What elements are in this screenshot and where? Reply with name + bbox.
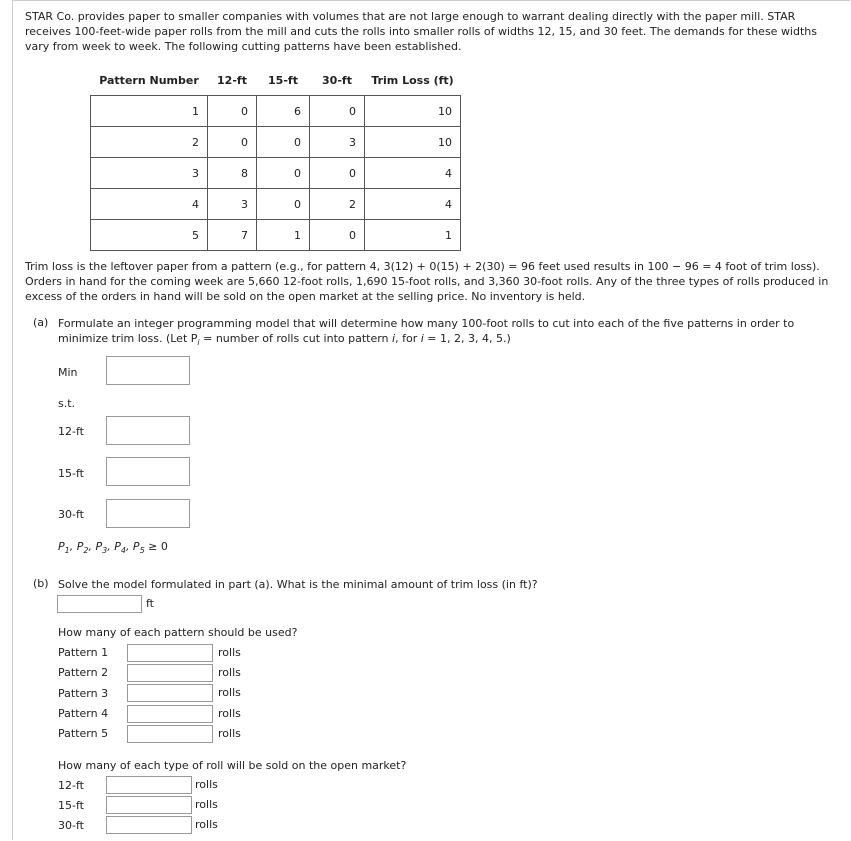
cell-pattern: 2 <box>91 127 208 158</box>
constraint-30ft-input[interactable] <box>106 499 190 528</box>
objective-input[interactable] <box>106 356 190 385</box>
cell-30ft: 0 <box>310 96 365 127</box>
pattern-4-label: Pattern 4 <box>58 707 109 720</box>
constraint-15ft-input[interactable] <box>106 457 190 486</box>
col-header-12ft: 12-ft <box>208 65 257 96</box>
part-b-question: Solve the model formulated in part (a). What is the minimal amount of trim loss (in ft)? <box>58 578 538 591</box>
rolls-unit: rolls <box>218 727 241 740</box>
rolls-unit: rolls <box>218 666 241 679</box>
cell-30ft: 0 <box>310 220 365 251</box>
part-b-marker: (b) <box>33 577 49 590</box>
market-12ft-label: 12-ft <box>58 779 84 792</box>
table-row <box>91 158 461 189</box>
rolls-unit: rolls <box>218 707 241 720</box>
trim-loss-paragraph: Trim loss is the leftover paper from a pattern (e.g., for pattern 4, 3(12) + 0(15) + 2(30) = 96 feet used results in 100 − 96 = 4 foot of trim loss). Orders in hand for the coming week are 5,660 12-foot rolls, 1,690 15-foot rolls, and 3,360 30-foot rolls. Any of the three types of rolls produced in excess of the orders in hand will be sold on the open market at the selling price. No inventory is held. <box>25 260 829 303</box>
nonnegativity-constraint: $P_1$, $P_2$, $P_3$, $P_4$, $P_5 \ge 0$ <box>58 540 168 555</box>
cell-pattern: 5 <box>91 220 208 251</box>
cell-30ft: 3 <box>310 127 365 158</box>
market-15ft-input[interactable] <box>106 796 192 814</box>
rolls-unit: rolls <box>218 646 241 659</box>
part-a-question-line2: minimize trim loss. (Let $P_i$ = number of rolls cut into pattern i, for i = 1, 2, 3, 4, 5.) <box>58 332 511 347</box>
cell-15ft: 1 <box>257 220 310 251</box>
pattern-1-input[interactable] <box>127 644 213 662</box>
cell-15ft: 0 <box>257 189 310 220</box>
cell-15ft: 6 <box>257 96 310 127</box>
pattern-2-input[interactable] <box>127 664 213 682</box>
pattern-1-label: Pattern 1 <box>58 646 109 659</box>
col-header-trim-loss: Trim Loss (ft) <box>365 65 461 96</box>
table-row <box>91 127 461 158</box>
cell-pattern: 3 <box>91 158 208 189</box>
constraint-30ft-label: 30-ft <box>58 508 84 521</box>
st-label: s.t. <box>58 397 76 410</box>
pattern-5-input[interactable] <box>127 725 213 743</box>
table-header-row <box>91 65 461 96</box>
market-12ft-input[interactable] <box>106 776 192 794</box>
cell-12ft: 8 <box>208 158 257 189</box>
col-header-pattern: Pattern Number <box>91 65 208 96</box>
cell-12ft: 0 <box>208 127 257 158</box>
table-row <box>91 189 461 220</box>
cell-30ft: 2 <box>310 189 365 220</box>
cell-15ft: 0 <box>257 158 310 189</box>
constraint-15ft-label: 15-ft <box>58 467 84 480</box>
market-15ft-label: 15-ft <box>58 799 84 812</box>
col-header-30ft: 30-ft <box>310 65 365 96</box>
col-header-15ft: 15-ft <box>257 65 310 96</box>
market-30ft-label: 30-ft <box>58 819 84 832</box>
constraint-12ft-label: 12-ft <box>58 425 84 438</box>
ft-unit: ft <box>146 597 154 610</box>
constraint-12ft-input[interactable] <box>106 416 190 445</box>
cell-trim-loss: 4 <box>365 189 461 220</box>
cell-pattern: 1 <box>91 96 208 127</box>
cell-trim-loss: 1 <box>365 220 461 251</box>
cell-trim-loss: 10 <box>365 127 461 158</box>
rolls-unit: rolls <box>218 686 241 699</box>
min-label: Min <box>58 366 78 379</box>
cutting-patterns-table <box>90 65 461 251</box>
pattern-3-label: Pattern 3 <box>58 687 109 700</box>
rolls-unit: rolls <box>195 818 218 831</box>
cell-trim-loss: 4 <box>365 158 461 189</box>
market-30ft-input[interactable] <box>106 816 192 834</box>
cell-trim-loss: 10 <box>365 96 461 127</box>
patterns-question: How many of each pattern should be used? <box>58 626 298 639</box>
table-row <box>91 96 461 127</box>
part-a-question-line1: Formulate an integer programming model that will determine how many 100-foot rolls to cut into each of the five patterns in order to <box>58 317 795 330</box>
cell-12ft: 0 <box>208 96 257 127</box>
cell-30ft: 0 <box>310 158 365 189</box>
trim-loss-answer-input[interactable] <box>57 595 142 613</box>
cell-12ft: 7 <box>208 220 257 251</box>
rolls-unit: rolls <box>195 778 218 791</box>
top-rule <box>12 0 850 1</box>
pattern-5-label: Pattern 5 <box>58 727 109 740</box>
pattern-2-label: Pattern 2 <box>58 666 109 679</box>
market-question: How many of each type of roll will be sold on the open market? <box>58 759 407 772</box>
table-row <box>91 220 461 251</box>
pattern-3-input[interactable] <box>127 684 213 702</box>
cell-12ft: 3 <box>208 189 257 220</box>
cell-pattern: 4 <box>91 189 208 220</box>
cell-15ft: 0 <box>257 127 310 158</box>
pattern-4-input[interactable] <box>127 705 213 723</box>
part-a-marker: (a) <box>33 316 49 329</box>
intro-paragraph: STAR Co. provides paper to smaller companies with volumes that are not large enough to warrant dealing directly with the paper mill. STAR receives 100-feet-wide paper rolls from the mill and cuts the rolls into smaller rolls of widths 12, 15, and 30 feet. The demands for these widths vary from week to week. The following cutting patterns have been established. <box>25 10 817 53</box>
rolls-unit: rolls <box>195 798 218 811</box>
